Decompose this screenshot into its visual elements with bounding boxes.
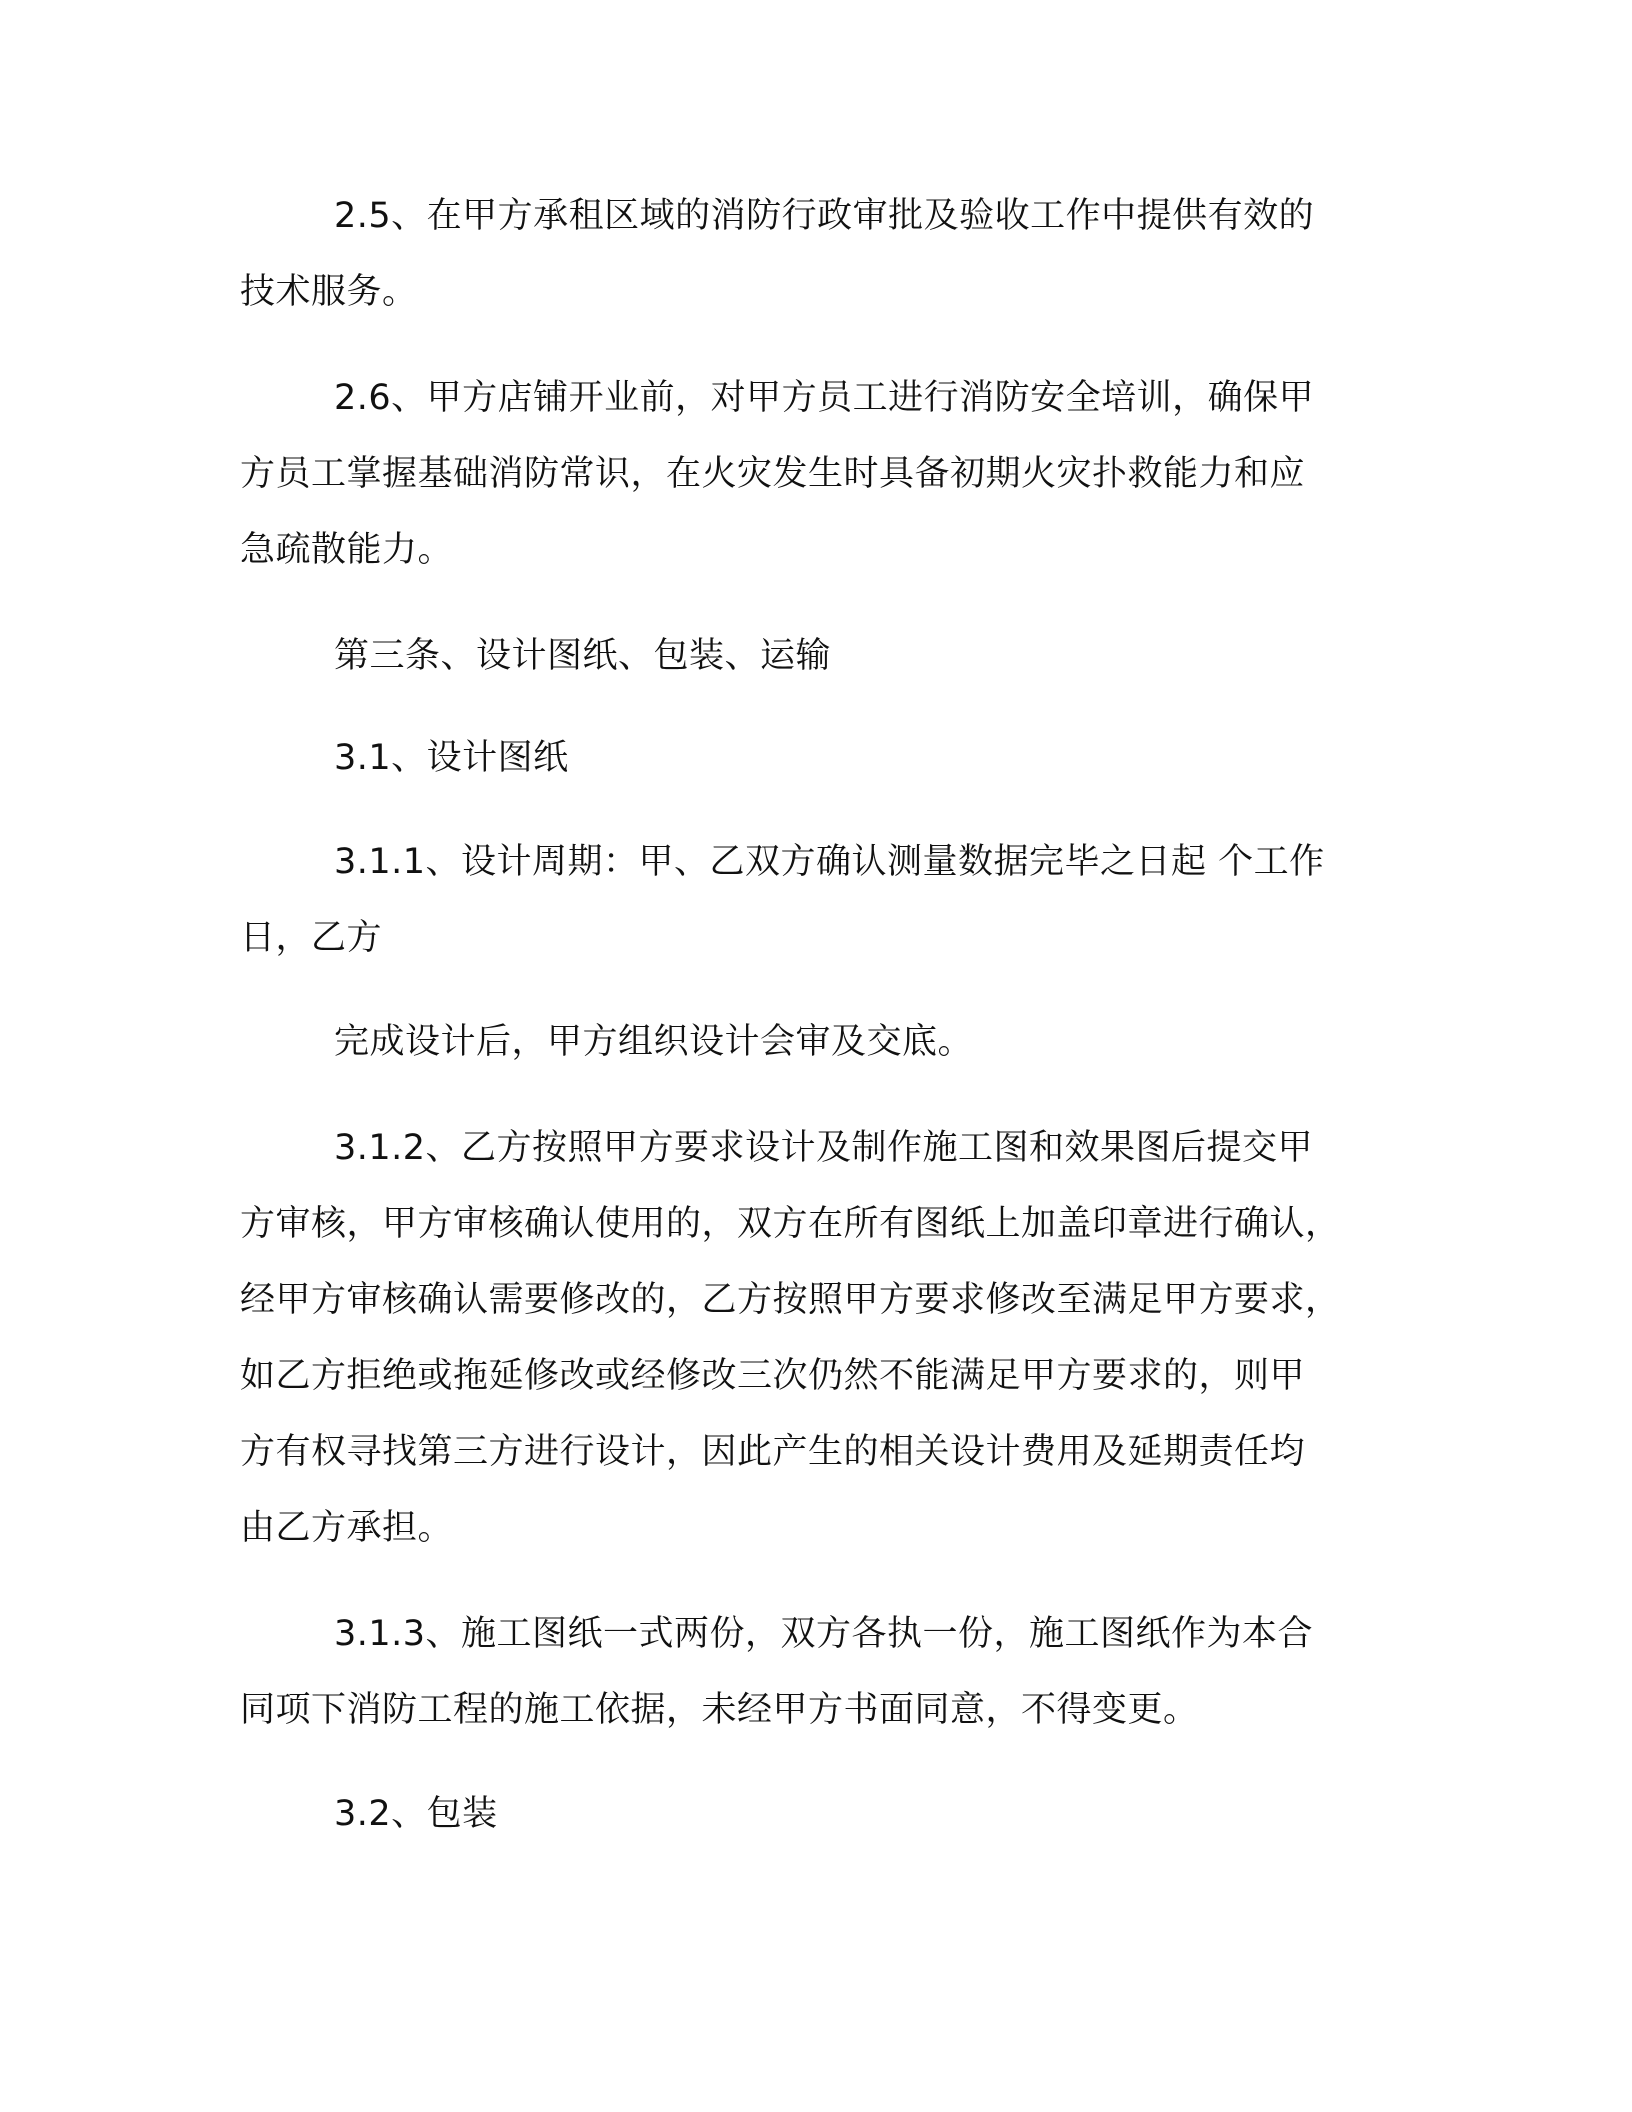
paragraph-3-1-1-line-1: 3.1.1、设计周期：甲、乙双方确认测量数据完毕之日起 个工作 [334,842,1325,882]
paragraph-3-1-1-line-2: 日，乙方 [240,918,383,958]
paragraph-2-5-line-2: 技术服务。 [240,272,418,312]
article-3-heading: 第三条、设计图纸、包装、运输 [334,636,832,676]
paragraph-3-1-2-line-4: 如乙方拒绝或拖延修改或经修改三次仍然不能满足甲方要求的，则甲 [240,1356,1306,1396]
paragraph-2-6-line-1: 2.6、甲方店铺开业前，对甲方员工进行消防安全培训，确保甲 [334,378,1315,418]
paragraph-2-6-line-2: 方员工掌握基础消防常识，在火灾发生时具备初期火灾扑救能力和应 [240,454,1306,494]
paragraph-3-1-2-line-6: 由乙方承担。 [240,1508,454,1548]
section-3-1-heading: 3.1、设计图纸 [334,738,569,778]
paragraph-3-1-2-line-5: 方有权寻找第三方进行设计，因此产生的相关设计费用及延期责任均 [240,1432,1306,1472]
paragraph-2-5-line-1: 2.5、在甲方承租区域的消防行政审批及验收工作中提供有效的 [334,196,1315,236]
paragraph-3-1-2-line-1: 3.1.2、乙方按照甲方要求设计及制作施工图和效果图后提交甲 [334,1128,1314,1168]
paragraph-3-1-3-line-1: 3.1.3、施工图纸一式两份，双方各执一份，施工图纸作为本合 [334,1614,1314,1654]
paragraph-2-6-line-3: 急疏散能力。 [240,530,454,570]
paragraph-3-1-2-line-2: 方审核，甲方审核确认使用的，双方在所有图纸上加盖印章进行确认， [240,1204,1341,1244]
paragraph-3-1-1-line-3: 完成设计后，甲方组织设计会审及交底。 [334,1022,974,1062]
section-3-2-heading: 3.2、包装 [334,1794,498,1834]
paragraph-3-1-3-line-2: 同项下消防工程的施工依据，未经甲方书面同意，不得变更。 [240,1690,1199,1730]
paragraph-3-1-2-line-3: 经甲方审核确认需要修改的，乙方按照甲方要求修改至满足甲方要求， [240,1280,1341,1320]
